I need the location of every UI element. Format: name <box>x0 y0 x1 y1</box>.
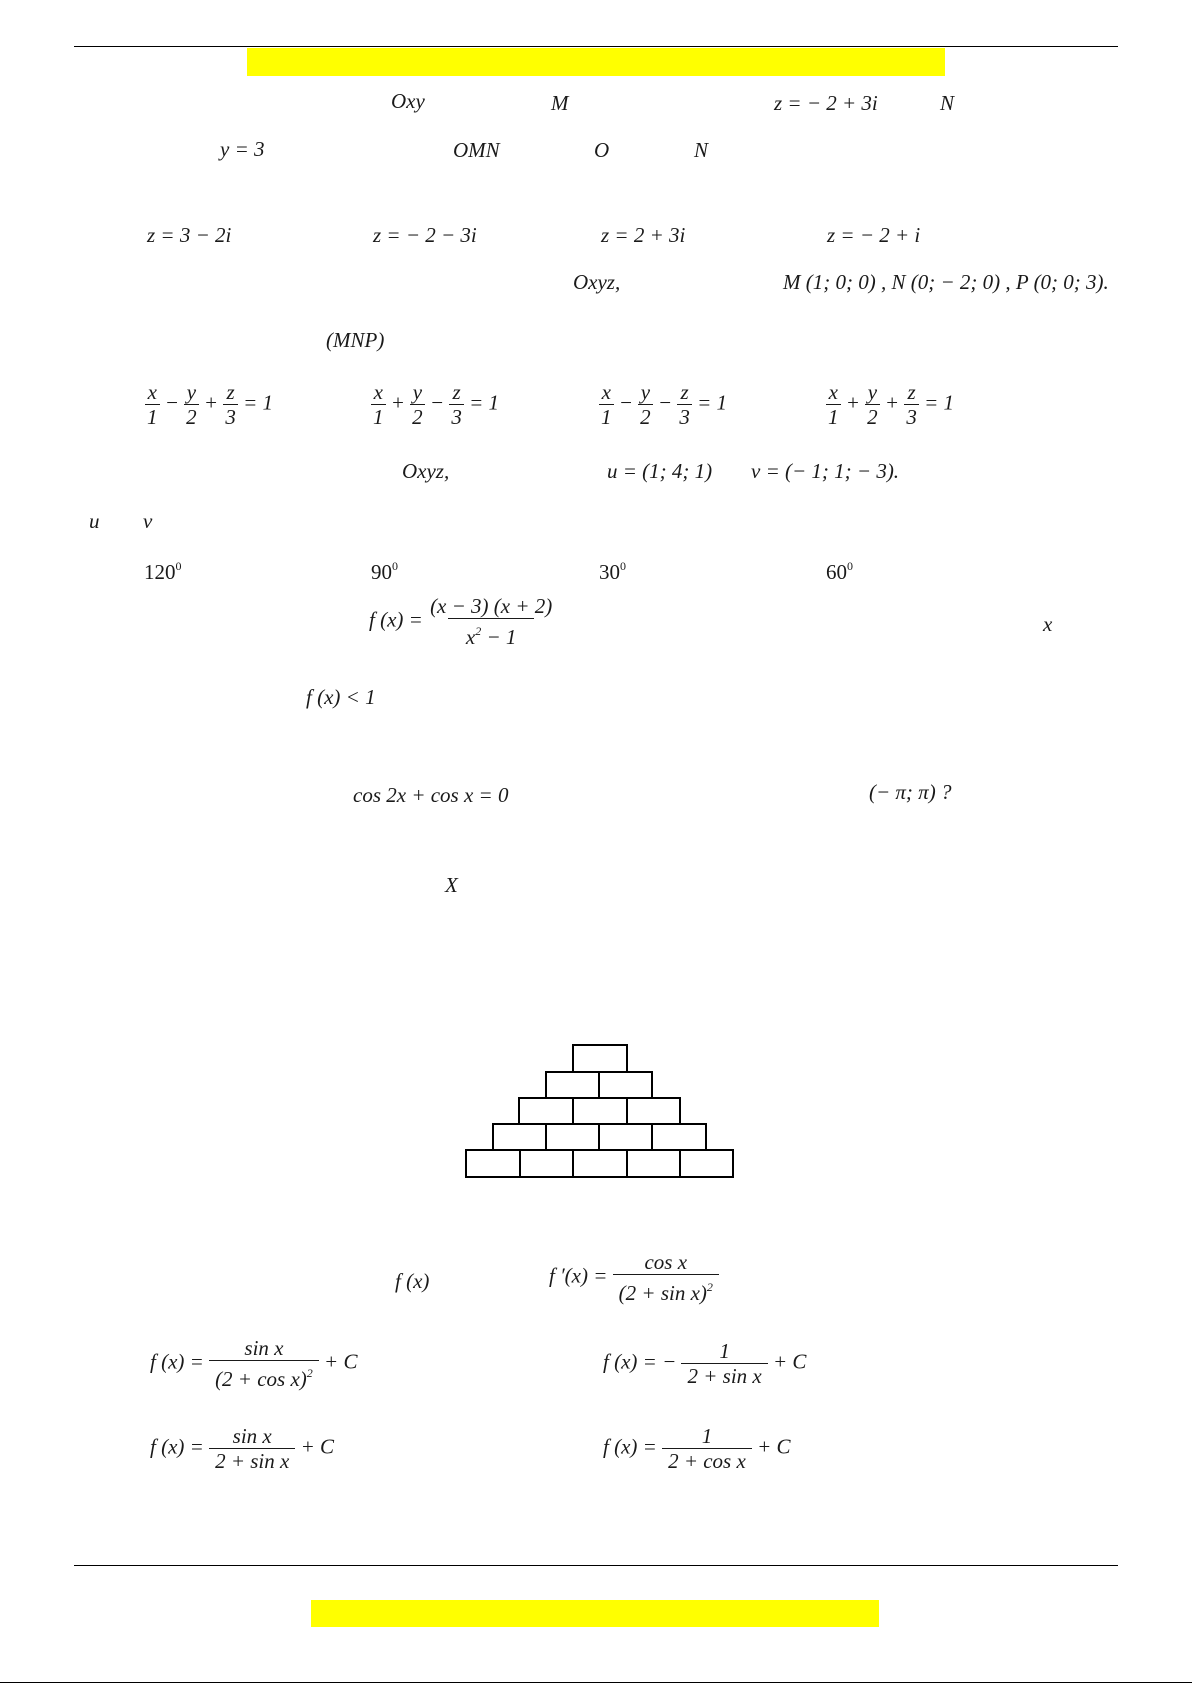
q7-option-d[interactable]: f (x) = $\frac{1}{\text{2 + cos x}}$ + C <box>603 1424 791 1473</box>
pyramid-brick <box>545 1071 600 1099</box>
q7-option-c[interactable]: f (x) = $\frac{\text{sin x}}{\text{2 + sin x}}$ + C <box>150 1424 334 1473</box>
pyramid-brick <box>519 1149 574 1178</box>
q4-inequality: f (x) < 1 <box>306 685 376 709</box>
header-rule <box>74 46 1118 47</box>
pyramid-brick <box>598 1123 653 1151</box>
pyramid-brick <box>465 1149 521 1178</box>
q1-option-c[interactable]: z = 2 + 3i <box>601 223 686 247</box>
q1-complex-number: z = − 2 + 3i <box>774 91 878 115</box>
q3-option-a[interactable]: $120^0$ <box>144 559 182 584</box>
q3-vector-u: u <box>89 509 100 533</box>
pyramid-brick <box>518 1097 574 1125</box>
pyramid-brick <box>572 1097 628 1125</box>
footer-highlight-band <box>311 1600 879 1627</box>
pyramid-brick <box>572 1044 628 1073</box>
header-highlight-band <box>247 48 945 76</box>
q3-option-c[interactable]: $30^0$ <box>599 559 626 584</box>
q3-vector-u-value: u = (1; 4; 1) <box>607 459 713 483</box>
q3-option-b[interactable]: $90^0$ <box>371 559 398 584</box>
pyramid-brick <box>572 1149 628 1178</box>
q7-function: f (x) <box>395 1269 430 1293</box>
pyramid-brick <box>598 1071 653 1099</box>
q7-derivative-numerator: cos x <box>644 1250 688 1274</box>
q7-derivative <box>549 1250 719 1305</box>
q1-option-d[interactable]: z = − 2 + i <box>827 223 921 247</box>
q4-variable-x: x <box>1043 612 1053 636</box>
q3-vector-v: v <box>143 509 153 533</box>
pyramid-brick <box>545 1123 600 1151</box>
q3-coordinate-system: Oxyz, <box>402 459 450 483</box>
q7-option-a[interactable]: f (x) = $\frac{\text{sin x}}{(2 + \cos x)^2}$ + C <box>150 1336 358 1391</box>
pyramid-brick <box>651 1123 707 1151</box>
q2-option-d[interactable]: $\frac{x}{1}$ + $\frac{y}{2}$ + $\frac{z}{3}$ = 1 <box>828 380 955 429</box>
q1-line: y = 3 <box>220 137 265 161</box>
page-bottom-rule <box>0 1682 1192 1683</box>
q5-equation: cos 2x + cos x = 0 <box>353 783 509 807</box>
footer-rule <box>74 1565 1118 1566</box>
q4-function-lhs: f (x) = <box>369 607 423 632</box>
q7-derivative-denominator: $(2 + \sin x)^2$ <box>613 1274 719 1305</box>
pyramid-brick <box>492 1123 547 1151</box>
q1-option-b[interactable]: z = − 2 − 3i <box>373 223 477 247</box>
q3-option-d[interactable]: $60^0$ <box>826 559 853 584</box>
q1-vertex-o: O <box>594 138 610 162</box>
q1-option-a[interactable]: z = 3 − 2i <box>147 223 232 247</box>
q4-function <box>369 594 554 649</box>
q2-option-c[interactable]: $\frac{x}{1}$ − $\frac{y}{2}$ − $\frac{z}{3}$ = 1 <box>601 380 728 429</box>
pyramid-brick <box>679 1149 734 1178</box>
q1-vertex-n: N <box>694 138 709 162</box>
q2-option-a[interactable]: $\frac{x}{1}$ − $\frac{y}{2}$ + $\frac{z}{3}$ = 1 <box>147 380 274 429</box>
q2-points: M (1; 0; 0) , N (0; − 2; 0) , P (0; 0; 3). <box>783 270 1109 294</box>
q5-interval: (− π; π) ? <box>869 780 952 804</box>
q2-option-b[interactable]: $\frac{x}{1}$ + $\frac{y}{2}$ − $\frac{z}{3}$ = 1 <box>373 380 500 429</box>
q4-denominator: $x^2 - 1$ <box>448 618 535 649</box>
q2-coordinate-system: Oxyz, <box>573 270 621 294</box>
q4-numerator: (x − 3) (x + 2) <box>430 594 553 618</box>
q1-plane: Oxy <box>391 89 425 113</box>
q6-random-variable: X <box>445 873 458 897</box>
q1-point-n: N <box>940 91 955 115</box>
q3-vector-v-value: v = (− 1; 1; − 3). <box>751 459 900 483</box>
q1-point-m: M <box>551 91 569 115</box>
pyramid-brick <box>626 1149 681 1178</box>
q1-triangle: OMN <box>453 138 500 162</box>
q7-derivative-lhs: f ′(x) = <box>549 1263 608 1288</box>
q7-option-b[interactable]: f (x) = − $\frac{1}{\text{2 + sin x}}$ + C <box>603 1339 807 1388</box>
q2-plane: (MNP) <box>326 328 385 352</box>
pyramid-brick <box>626 1097 681 1125</box>
